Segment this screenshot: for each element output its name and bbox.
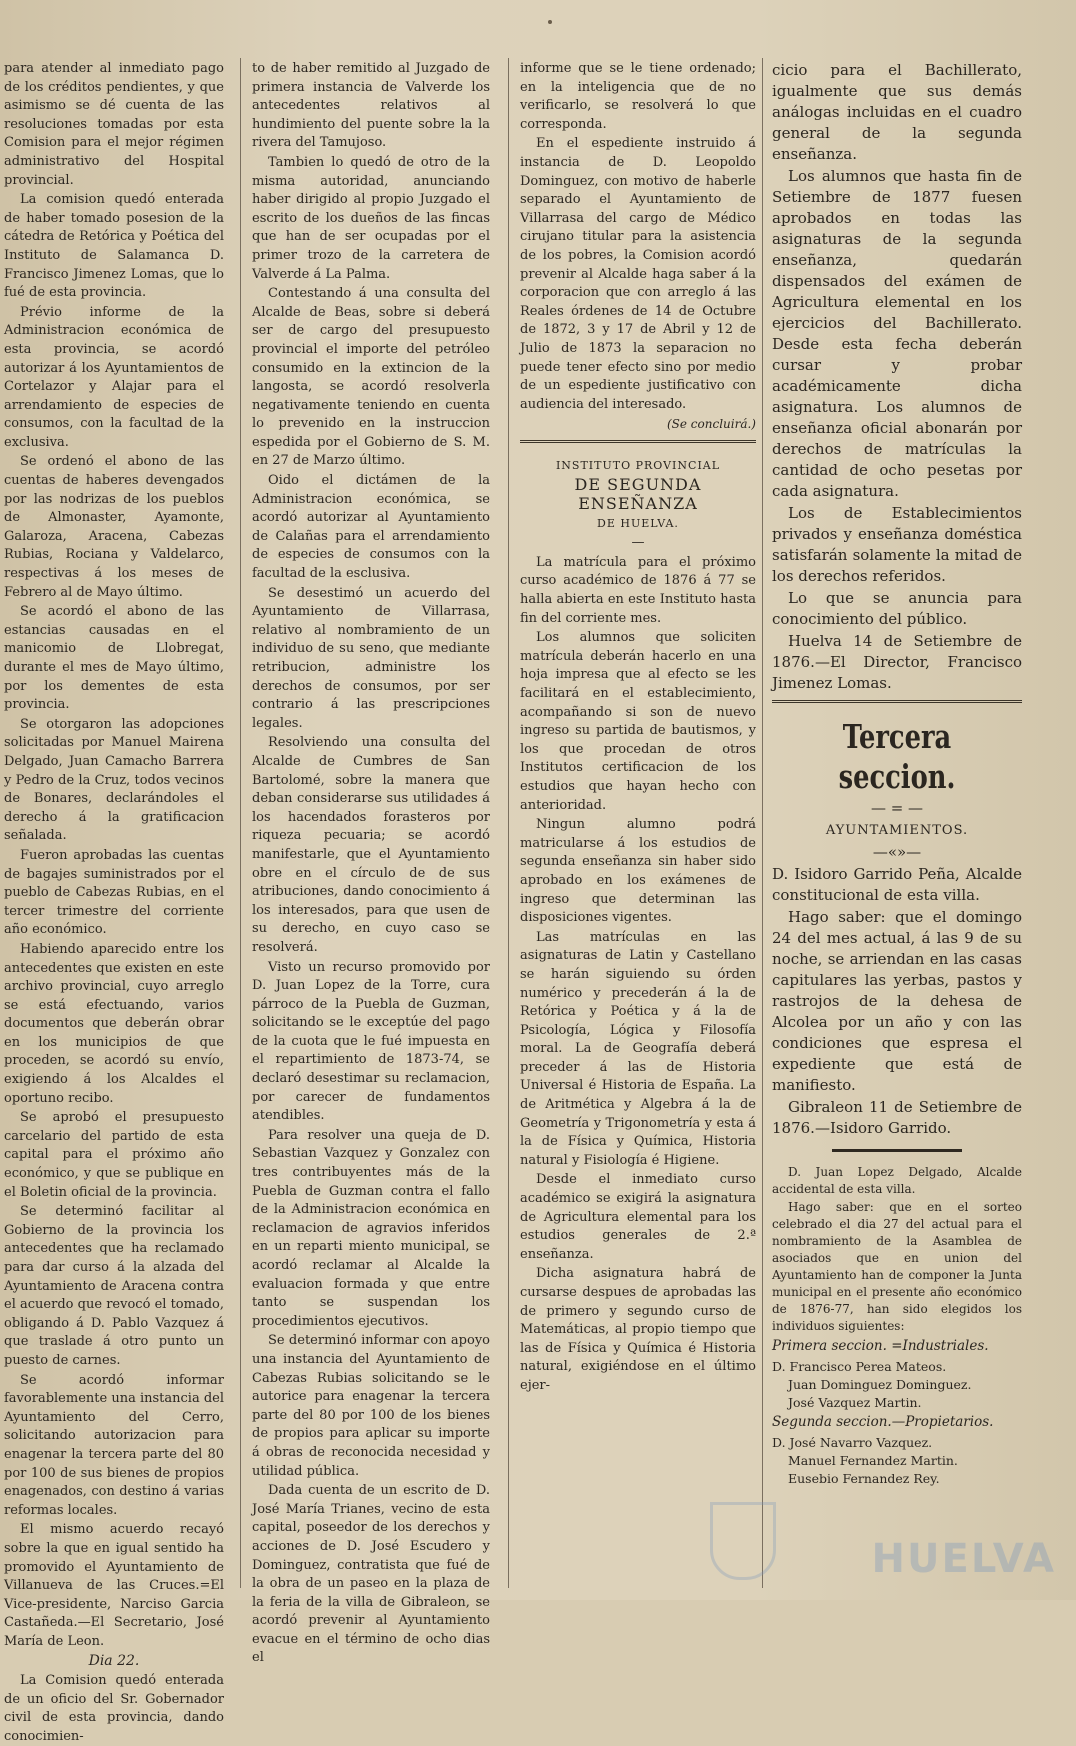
member-name: Eusebio Fernandez Rey. — [788, 1471, 940, 1486]
col3-paragraph: informe que se le tiene ordenado; en la inteligencia que de no verificarlo, se resolverá lo que corresponda. — [520, 61, 756, 132]
col1-paragraph: La comision quedó enterada de haber tomado posesion de la cátedra de Retórica y Poética del Instituto de Salamanca D. Francisco Jimenez Lomas, que lo fué de esta provincia. — [4, 192, 224, 301]
column-rule-1 — [240, 58, 241, 1588]
edict-1-paragraph: D. Isidoro Garrido Peña, Alcalde constitucional de esta villa. — [772, 865, 1022, 904]
col1-paragraph: Se acordó informar favorablemente una instancia del Ayuntamiento del Cerro, solicitando autorizacion para enagenar la tercera parte del 80 por 100 de sus bienes de propios enagenados, con destino á varias reformas locales. — [4, 1372, 224, 1518]
col2-paragraph: Se desestimó un acuerdo del Ayuntamiento de Villarrasa, relativo al nombramiento de un individuo de su seno, que mediante retribucion, administre los derechos de consumos, por ser contrario á las prescripciones legales. — [252, 585, 490, 731]
col2-paragraph: Dada cuenta de un escrito de D. José María Trianes, vecino de esta capital, poseedor de los derechos y acciones de D. José Escudero y Dominguez, contratista que fué de la obra de un paseo en la plaza de la feria de la villa de Gibraleon, se acordó prevenir al Ayuntamiento evacue en el término de ocho dias el — [252, 1483, 490, 1666]
col1-paragraph: Se ordenó el abono de las cuentas de haberes devengados por las nodrizas de los pueblos de Almonaster, Ayamonte, Galaroza, Aracena, Cabezas Rubias, Rociana y Valdelarco, respectivas á los meses de Febrero al de Mayo último. — [4, 454, 224, 600]
ayuntamientos-ornament: —«»— — [872, 843, 922, 861]
col2-paragraph: to de haber remitido al Juzgado de primera instancia de Valverde los antecedentes relativos al hundimiento del puente sobre la la rivera del Tamujoso. — [252, 61, 490, 151]
institute-heading-line3: DE HUELVA. — [597, 516, 679, 530]
heading-dash: — — [631, 535, 645, 551]
day-heading: Dia 22. — [88, 1653, 140, 1670]
col2-paragraph: Contestando á una consulta del Alcalde de Beas, sobre si deberá ser de cargo del presupuesto provincial el importe del petróleo consumido en la extincion de la langosta, se acordó resolverla negativamente teniendo en cuenta lo prevenido en la instruccion espedida por el Gobierno de S. M. en 27 de Marzo último. — [252, 286, 490, 469]
col3-paragraph: Desde el inmediato curso académico se exigirá la asignatura de Agricultura elemental para los estudios generales de 2.ª enseñanza. — [520, 1172, 756, 1262]
col1-paragraph: Habiendo aparecido entre los antecedentes que existen en este archivo provincial, cuyo arreglo se está efectuando, varios documentos que deberán obrar en los municipios de que proceden, se acordó su envío, exigiendo á los Alcaldes el oportuno recibo. — [4, 941, 224, 1106]
section-divider — [520, 440, 756, 443]
col2-paragraph: Para resolver una queja de D. Sebastian Vazquez y Gonzalez con tres contribuyentes más de la Puebla de Guzman contra el fallo de la Administracion económica en reclamacion de agravios inferidos en un reparti miento municipal, se acordó reclamar al Alcalde la evaluacion formada y que entre tanto se suspendan los procedimientos ejecutivos. — [252, 1127, 490, 1329]
col1-paragraph: Fueron aprobadas las cuentas de bagajes suministrados por el pueblo de Cabezas Rubias, en el tercer trimestre del corriente año económico. — [4, 847, 224, 938]
section-ornament: — = — — [870, 799, 924, 817]
col3-paragraph: Los alumnos que soliciten matrícula deberán hacerlo en una hoja impresa que al efecto se les facilitará en el establecimiento, acompañando si son de nuevo ingreso su partida de bautismos, y los que procedan de otros Institutos certificacion de los estudios que hayan hecho con anterioridad. — [520, 630, 756, 813]
col1-paragraph: Se aprobó el presupuesto carcelario del partido de esta capital para el próximo año económico, y que se publique en el Boletin oficial de la provincia. — [4, 1110, 224, 1200]
col1-paragraph: Se acordó el abono de las estancias causadas en el manicomio de Llobregat, durante el mes de Mayo último, por los dementes de esta provincia. — [4, 604, 224, 713]
col3-paragraph: En el espediente instruido á instancia de D. Leopoldo Dominguez, con motivo de haberle separado el Ayuntamiento de Villarrasa del cargo de Médico cirujano titular para la asistencia de los pobres, la Comision acordó prevenir al Alcalde haga saber á la corporacion que con arreglo á las Reales órdenes de 14 de Octubre de 1872, 3 y 17 de Abril y 12 de Julio de 1873 la separacion no puede tener efecto sino por medio de un espediente justificativo con audiencia del interesado. — [520, 136, 756, 412]
member-name: D. José Navarro Vazquez. — [772, 1435, 933, 1450]
ink-dot — [548, 20, 552, 24]
col1-paragraph: El mismo acuerdo recayó sobre la que en igual sentido ha promovido el Ayuntamiento de Villanueva de las Cruces.=El Vice-presidente, Narciso Garcia Castañeda.—El Secretario, José María de Leon. — [4, 1522, 224, 1649]
continuation-note: (Se concluirá.) — [666, 417, 756, 432]
col2-paragraph: Resolviendo una consulta del Alcalde de Cumbres de San Bartolomé, sobre la manera que deban considerarse sus utilidades á los hacendados forasteros por riqueza pecuaria; se acordó manifestarle, que el Ayuntamiento obre en el círculo de de sus atribuciones, dando conocimiento á los interesados, para que usen de su derecho, en cuyo caso se resolverá. — [252, 735, 490, 955]
column-2 — [252, 60, 490, 1666]
primera-seccion-heading: Primera seccion. =Industriales. — [772, 1338, 989, 1354]
col4-paragraph: Lo que se anuncia para conocimiento del público. — [772, 589, 1022, 628]
column-1 — [4, 60, 224, 1744]
institute-heading-line2: DE SEGUNDA ENSEÑANZA — [574, 475, 702, 514]
member-name: D. Francisco Perea Mateos. — [772, 1359, 947, 1374]
member-name: Manuel Fernandez Martin. — [788, 1453, 958, 1468]
col3-paragraph: Las matrículas en las asignaturas de Latin y Castellano se harán siguiendo su órden numérico y precederán á la de Retórica y Poética y á la de Psicología, Lógica y Filosofía moral. La de Geografía deberá preceder á las de Historia Universal é Historia de España. La de Aritmética y Algebra á la de Geometría y Trigonometría y esta á la de Física y Química, Historia natural y Fisiología é Higiene. — [520, 929, 756, 1168]
edict-2-paragraph: Hago saber: que en el sorteo celebrado el dia 27 del actual para el nombramiento de la Asamblea de asociados que en union del Ayuntamiento han de componer la Junta municipal en el presente año económico de 1876-77, han sido elegidos los individuos siguientes: — [772, 1200, 1022, 1333]
watermark-text: HUELVA — [871, 1536, 1056, 1582]
col4-paragraph: Los de Establecimientos privados y enseñanza doméstica satisfarán solamente la mitad de los derechos referidos. — [772, 504, 1022, 585]
col3-paragraph: La matrícula para el próximo curso académico de 1876 á 77 se halla abierta en este Instituto hasta fin del corriente mes. — [520, 554, 756, 626]
section-divider — [772, 700, 1022, 703]
col3-paragraph: Ningun alumno podrá matricularse á los estudios de segunda enseñanza sin haber sido aprobado en los exámenes de ingreso que determinan las disposiciones vigentes. — [520, 817, 756, 926]
col4-paragraph: Huelva 14 de Setiembre de 1876.—El Director, Francisco Jimenez Lomas. — [772, 632, 1022, 692]
edict-2-paragraph: D. Juan Lopez Delgado, Alcalde accidental de esta villa. — [772, 1165, 1022, 1196]
column-4 — [772, 60, 1022, 1595]
edict-1-paragraph: Hago saber: que el domingo 24 del mes actual, á las 9 de su noche, se arriendan en las casas capitulares las yerbas, pastos y rastrojos de la dehesa de Alcolea por un año y con las condiciones que espresa el expediente que está de manifiesto. — [772, 908, 1022, 1094]
watermark-seal-icon — [710, 1502, 776, 1580]
col2-paragraph: Se determinó informar con apoyo una instancia del Ayuntamiento de Cabezas Rubias solicitando se le autorice para enagenar la tercera parte del 80 por 100 de los bienes de propios para aplicar su importe á obras de reconocida necesidad y utilidad pública. — [252, 1333, 490, 1479]
col2-paragraph: Visto un recurso promovido por D. Juan Lopez de la Torre, cura párroco de la Puebla de Guzman, solicitando se le exceptúe del pago de la cuota que le fué impuesta en el repartimiento de 1873-74, se declaró desestimar su reclamacion, por carecer de fundamentos atendibles. — [252, 959, 490, 1124]
col4-paragraph: cicio para el Bachillerato, igualmente que sus demás análogas incluidas en el cuadro general de la segunda enseñanza. — [772, 61, 1022, 163]
column-rule-3 — [762, 58, 763, 1588]
section-title: Tercera seccion. — [838, 717, 956, 796]
col1-paragraph: La Comision quedó enterada de un oficio del Sr. Gobernador civil de esta provincia, dando conocimien- — [4, 1673, 224, 1744]
col4-paragraph: Los alumnos que hasta fin de Setiembre de 1877 fuesen aprobados en todas las asignaturas de la segunda enseñanza, quedarán dispensados del exámen de Agricultura elemental en los ejercicios del Bachillerato. Desde esta fecha deberán cursar y probar académicamente dicha asignatura. Los alumnos de enseñanza oficial abonarán por derechos de matrículas la cantidad de ocho pesetas por cada asignatura. — [772, 167, 1022, 500]
col1-paragraph: Se otorgaron las adopciones solicitadas por Manuel Mairena Delgado, Juan Camacho Barrera y Pedro de la Cruz, todos vecinos de Bonares, declarándoles el derecho á la gratificacion señalada. — [4, 716, 224, 844]
col1-paragraph: Se determinó facilitar al Gobierno de la provincia los antecedentes que ha reclamado para dar curso á la alzada del Ayuntamiento de Aracena contra el acuerdo que revocó el tomado, obligando á D. Pablo Vazquez á que traslade á otro punto un puesto de carnes. — [4, 1204, 224, 1368]
institute-heading-line1: INSTITUTO PROVINCIAL — [555, 458, 721, 472]
edict-1-paragraph: Gibraleon 11 de Setiembre de 1876.—Isidoro Garrido. — [772, 1098, 1022, 1137]
col2-paragraph: Tambien lo quedó de otro de la misma autoridad, anunciando haber dirigido al propio Juzgado el escrito de los dueños de las fincas que han de ser ocupadas por el primer trozo de la carretera de Valverde á La Palma. — [252, 154, 490, 282]
col3-paragraph: Dicha asignatura habrá de cursarse despues de aprobadas las de primero y segundo curso de Matemáticas, al propio tiempo que las de Física y Química é Historia natural, exigiéndose en el último ejer- — [520, 1266, 756, 1393]
column-3 — [520, 60, 756, 1595]
col1-paragraph: para atender al inmediato pago de los créditos pendientes, y que asimismo se dé cuenta de las resoluciones tomadas por esta Comision para el mejor régimen administrativo del Hospital provincial. — [4, 61, 224, 188]
member-name: Juan Dominguez Dominguez. — [788, 1377, 972, 1392]
col1-paragraph: Prévio informe de la Administracion económica de esta provincia, se acordó autorizar á los Ayuntamientos de Cortelazor y Alajar para el arrendamiento de especies de consumos, con la facultad de la exclusiva. — [4, 304, 224, 450]
edict-divider — [832, 1149, 962, 1152]
member-name: José Vazquez Martin. — [788, 1395, 922, 1410]
segunda-seccion-heading: Segunda seccion.—Propietarios. — [772, 1414, 994, 1430]
col2-paragraph: Oido el dictámen de la Administracion económica, se acordó autorizar al Ayuntamiento de Calañas para el arrendamiento de especies de consumos con la facultad de la esclusiva. — [252, 473, 490, 582]
column-rule-2 — [508, 58, 509, 1588]
ayuntamientos-heading: AYUNTAMIENTOS. — [825, 823, 969, 838]
